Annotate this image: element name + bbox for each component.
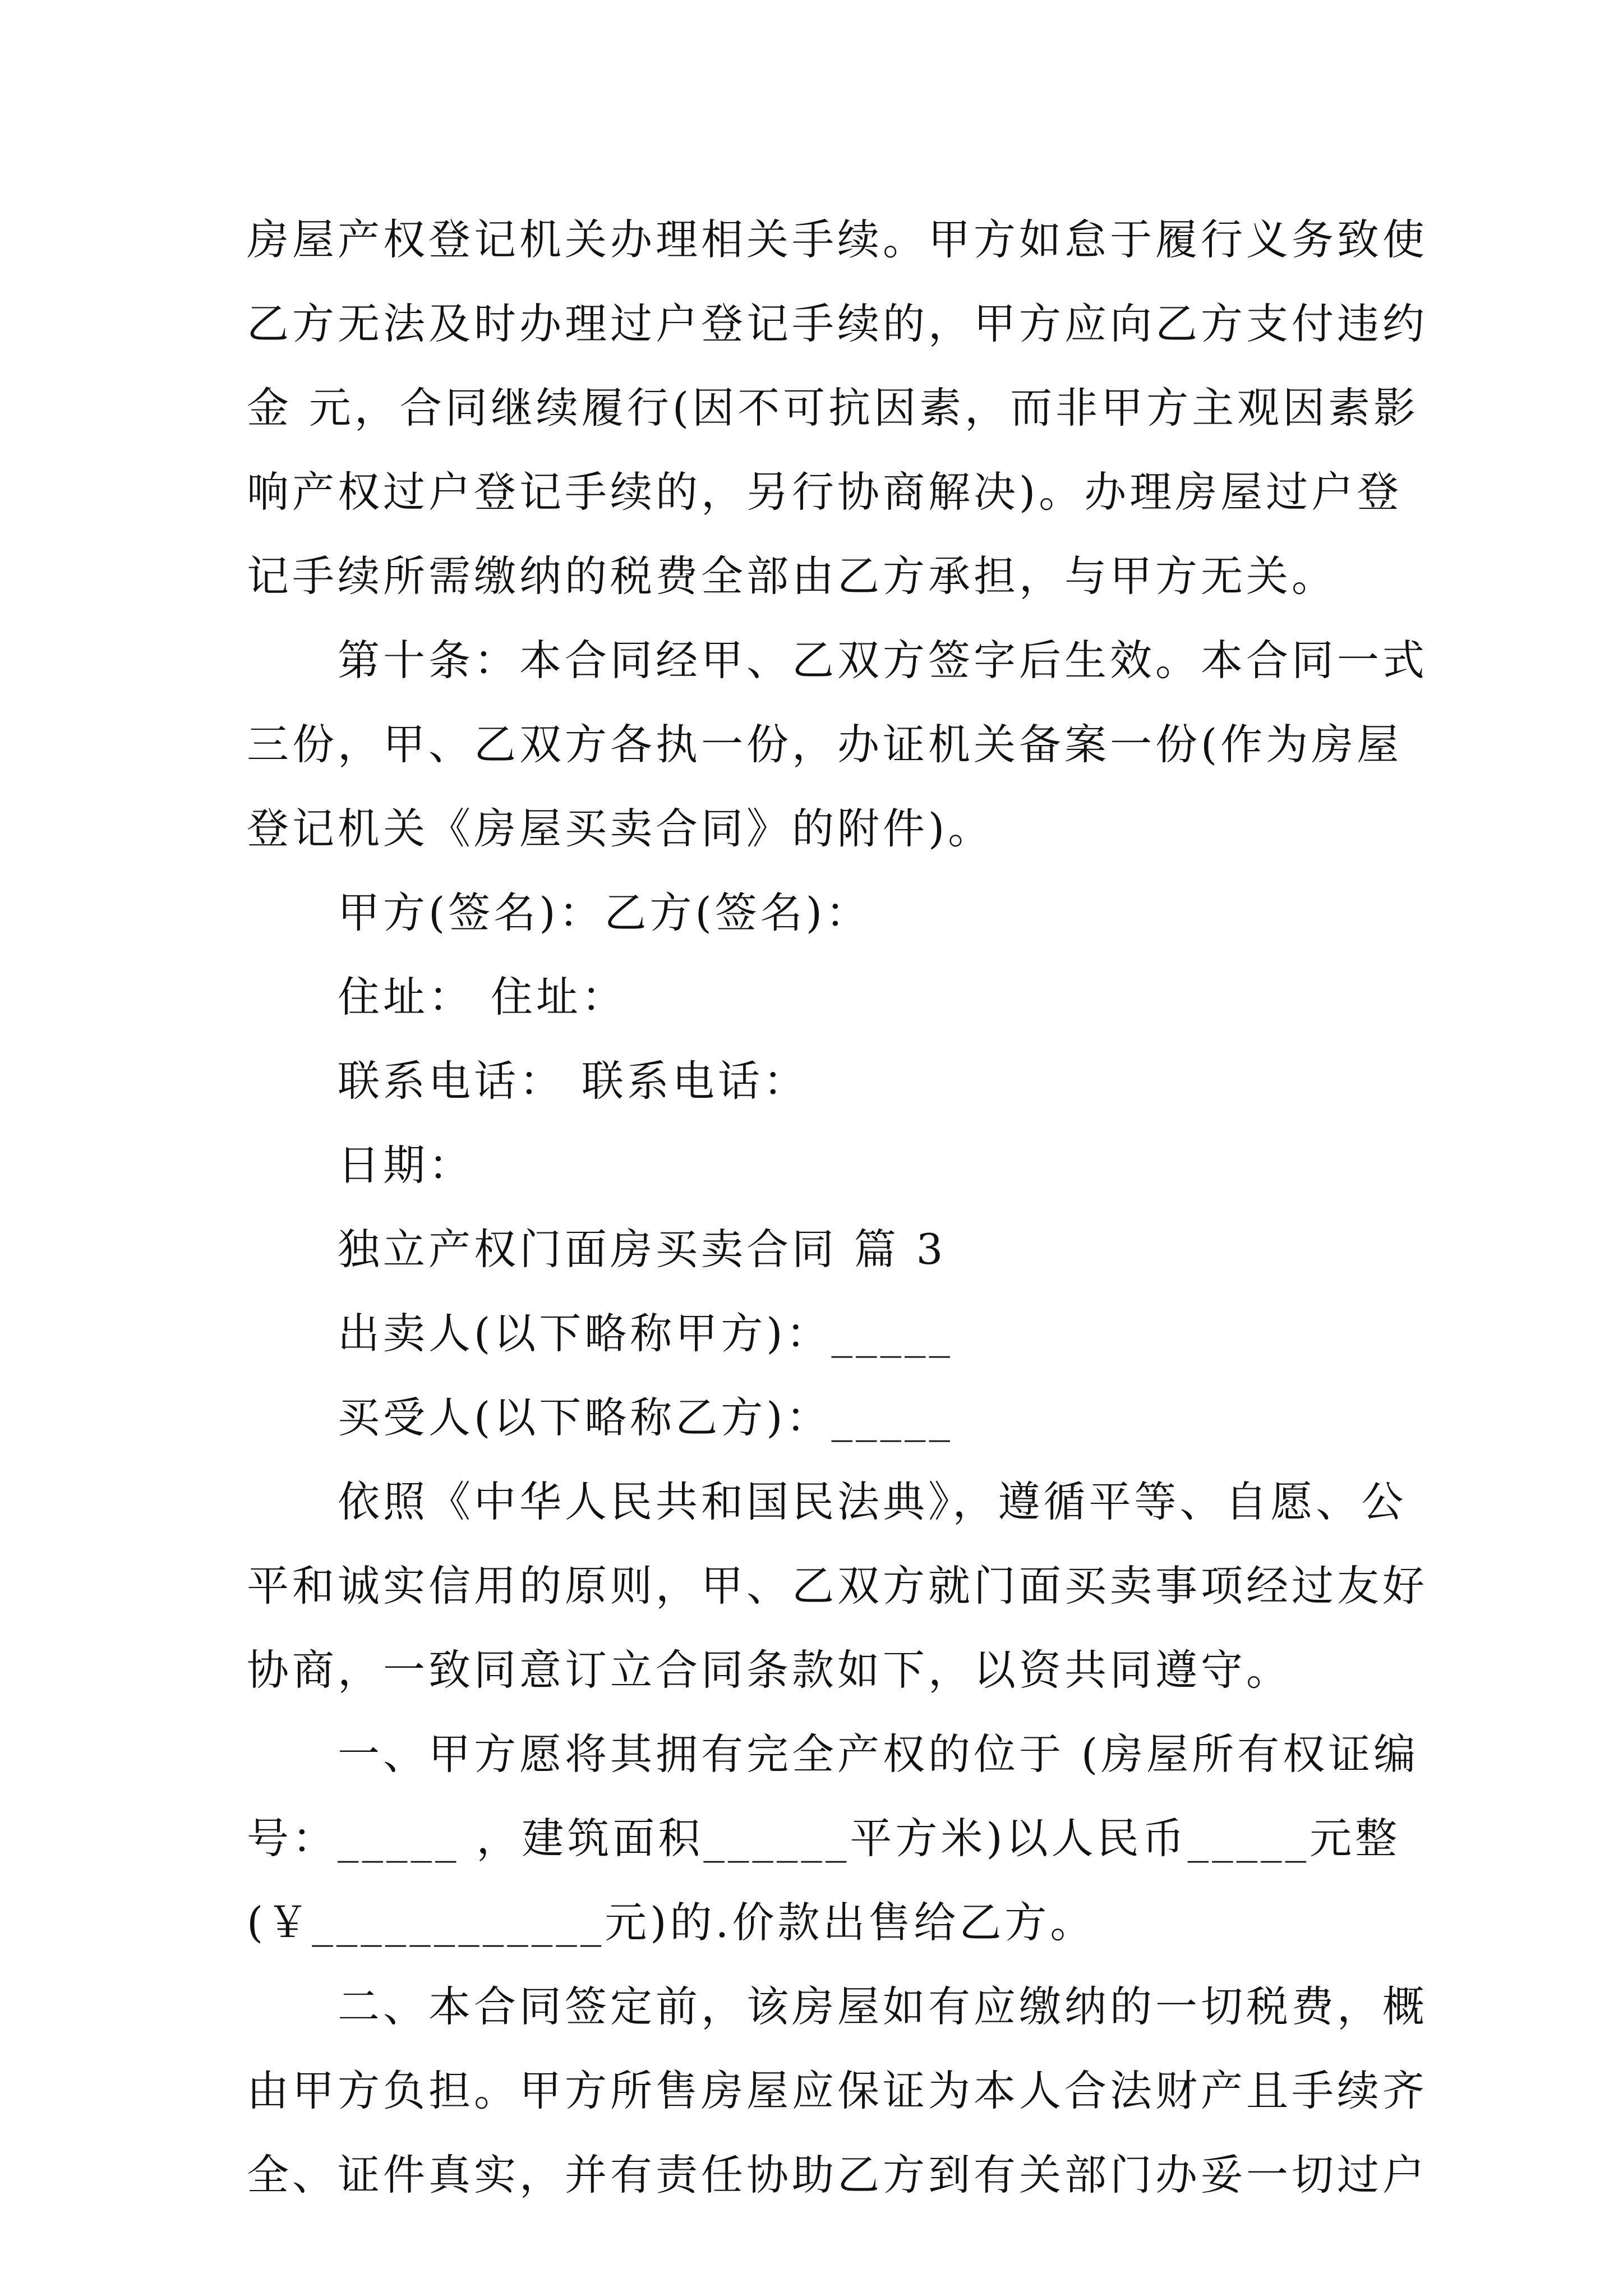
text-line: (￥____________元)的.价款出售给乙方。 [247, 1898, 1096, 1947]
address-line: 住址： 住址： [338, 972, 627, 1022]
text-line: 依照《中华人民共和国民法典》，遵循平等、自愿、公 [338, 1477, 1407, 1526]
text-line: 房屋产权登记机关办理相关手续。甲方如怠于履行义务致使 [247, 215, 1428, 264]
seller-line: 出卖人(以下略称甲方)：_____ [338, 1309, 954, 1358]
text-line: 记手续所需缴纳的税费全部由乙方承担，与甲方无关。 [247, 551, 1338, 601]
text-line: 金 元，合同继续履行(因不可抗因素，而非甲方主观因素影 [247, 383, 1419, 432]
paragraph-clause-one [247, 1712, 1419, 1964]
text-line: 二、本合同签定前，该房屋如有应缴纳的一切税费，概 [338, 1982, 1428, 2031]
document-body [247, 197, 1428, 2217]
text-line: 响产权过户登记手续的，另行协商解决)。办理房屋过户登 [247, 467, 1403, 517]
text-line: 第十条：本合同经甲、乙双方签字后生效。本合同一式 [338, 636, 1428, 685]
text-line: 一、甲方愿将其拥有完全产权的位于 (房屋所有权证编 [338, 1729, 1419, 1779]
text-line: 全、证件真实，并有责任协助乙方到有关部门办妥一切过户 [247, 2150, 1428, 2200]
buyer-line: 买受人(以下略称乙方)：_____ [338, 1393, 954, 1442]
signature-line: 甲方(签名)：乙方(签名)： [338, 888, 872, 937]
section-heading: 独立产权门面房买卖合同 篇 3 [338, 1225, 947, 1274]
text-line: 三份，甲、乙双方各执一份，办证机关备案一份(作为房屋 [247, 720, 1403, 769]
text-line: 乙方无法及时办理过户登记手续的，甲方应向乙方支付违约 [247, 299, 1428, 348]
paragraph-transfer-clause-continued [247, 197, 1428, 618]
paragraph-preamble [247, 1460, 1428, 1712]
date-line: 日期： [338, 1140, 474, 1190]
text-line: 协商，一致同意订立合同条款如下，以资共同遵守。 [247, 1645, 1292, 1695]
text-line: 平和诚实信用的原则，甲、乙双方就门面买卖事项经过友好 [247, 1561, 1428, 1611]
text-line: 登记机关《房屋买卖合同》的附件)。 [247, 804, 994, 853]
text-line: 由甲方负担。甲方所售房屋应保证为本人合法财产且手续齐 [247, 2066, 1428, 2115]
text-line: 号：_____ ，建筑面积______平方米)以人民币_____元整 [247, 1814, 1401, 1863]
paragraph-clause-two [247, 1964, 1428, 2217]
phone-line: 联系电话： 联系电话： [338, 1056, 809, 1106]
paragraph-article-ten [247, 618, 1428, 871]
